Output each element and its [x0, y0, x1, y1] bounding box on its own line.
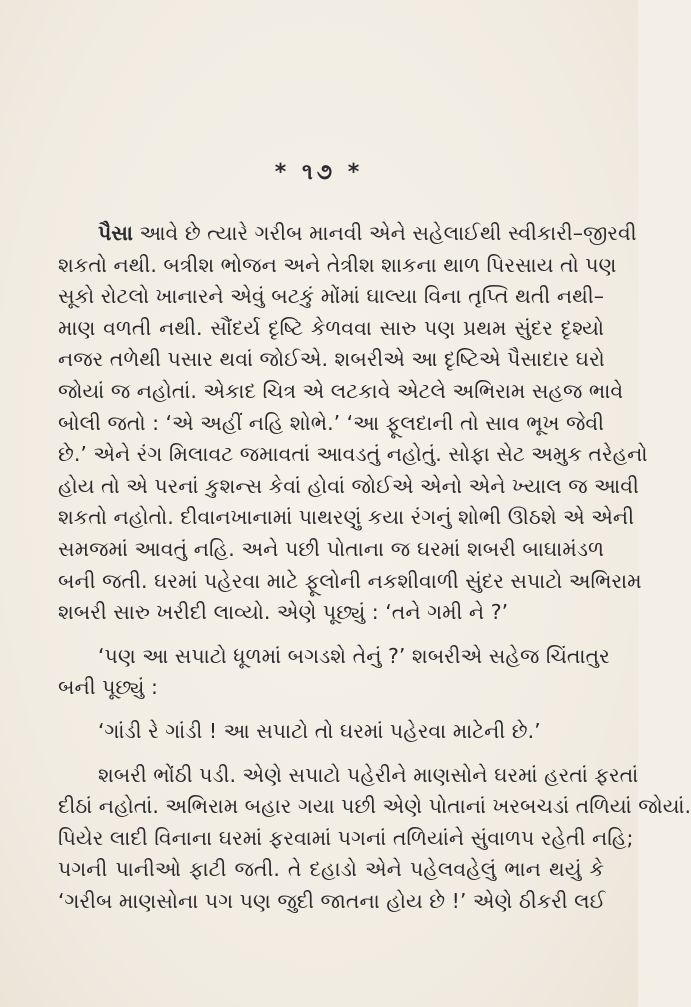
text-line: હોય તો એ પરનાં કુશન્સ કેવાં હોવાં જોઈએ એનો એને ખ્યાલ જ આવી: [58, 473, 639, 498]
paragraph-lead-word: પૈસા: [98, 221, 133, 245]
text-line: સમજમાં આવતું નહિ. અને પછી પોતાના જ ઘરમાં શબરી બાઘામંડળ: [58, 536, 604, 561]
text-line: છે.’ એને રંગ મિલાવટ જમાવતાં આવડતું નહોતું. સોફા સેટ અમુક તરેહનો: [58, 442, 648, 467]
text-line: શબરી ભોંઠી પડી. એણે સપાટો પહેરીને માણસોને ઘરમાં હરતાં ફરતાં: [98, 762, 639, 787]
text-line: ‘ગાંડી રે ગાંડી ! આ સપાટો તો ઘરમાં પહેરવા માટેની છે.’: [98, 718, 541, 743]
body-text: [58, 218, 691, 917]
text-line: દીઠાં નહોતાં. અભિરામ બહાર ગયા પછી એણે પોતાનાં ખરબચડાં તળિયાં જોયાં.: [58, 794, 691, 819]
text-line: બોલી જતો : ‘એ અહીં નહિ શોભે.’ ‘આ ફૂલદાની તો સાવ ભૂખ જેવી: [58, 410, 604, 435]
text-line: પિયેર લાદી વિનાના ઘરમાં ફરવામાં પગનાં તળિયાંને સુંવાળપ રહેતી નહિ;: [58, 825, 634, 850]
text-line: નજર તળેથી પસાર થવાં જોઈએ. શબરીએ આ દૃષ્ટિએ પૈસાદાર ઘરો: [58, 347, 605, 372]
text-line: ‘ગરીબ માણસોના પગ પણ જુદી જાતના હોય છે !’ એણે ઠીકરી લઈ: [58, 888, 606, 913]
text-line: સૂકો રોટલો ખાનારને એવું બટકું મોંમાં ઘાલ્યા વિના તૃપ્તિ થતી નથી–: [58, 284, 604, 309]
text-line: શબરી સારુ ખરીદી લાવ્યો. એણે પૂછ્યું : ‘તને ગમી ને ?’: [58, 600, 509, 625]
text-line: માણ વળતી નથી. સૌંદર્ય દૃષ્ટિ કેળવવા સારુ પણ પ્રથમ સુંદર દૃશ્યો: [58, 315, 604, 340]
text-line: પગની પાનીઓ ફાટી જતી. તે દહાડો એને પહેલવહેલું ભાન થયું કે: [58, 857, 604, 882]
text-line: બની જતી. ઘરમાં પહેરવા માટે ફૂલોની નકશીવાળી સુંદર સપાટો અભિરામ: [58, 568, 642, 593]
text-line: ‘પણ આ સપાટો ધૂળમાં બગડશે તેનું ?’ શબરીએ સહેજ ચિંતાતુર: [98, 643, 610, 668]
paragraph-1-line-1: [58, 218, 637, 250]
text-line: આવે છે ત્યારે ગરીબ માનવી એને સહેલાઈથી સ્વીકારી–જીરવી: [132, 221, 637, 245]
text-line: શકતો નહોતો. દીવાનખાનામાં પાથરણું કયા રંગનું શોભી ઊઠશે એ એની: [58, 505, 635, 530]
text-line: શકતો નથી. બત્રીશ ભોજન અને તેત્રીશ શાકના થાળ પિરસાય તો પણ: [58, 252, 617, 277]
text-line: બની પૂછ્યું :: [58, 675, 158, 700]
text-line: જોયાં જ નહોતાં. એકાદ ચિત્ર એ લટકાવે એટલે અભિરામ સહજ ભાવે: [58, 378, 624, 403]
page-number-header: * ૧૭ *: [274, 160, 364, 185]
